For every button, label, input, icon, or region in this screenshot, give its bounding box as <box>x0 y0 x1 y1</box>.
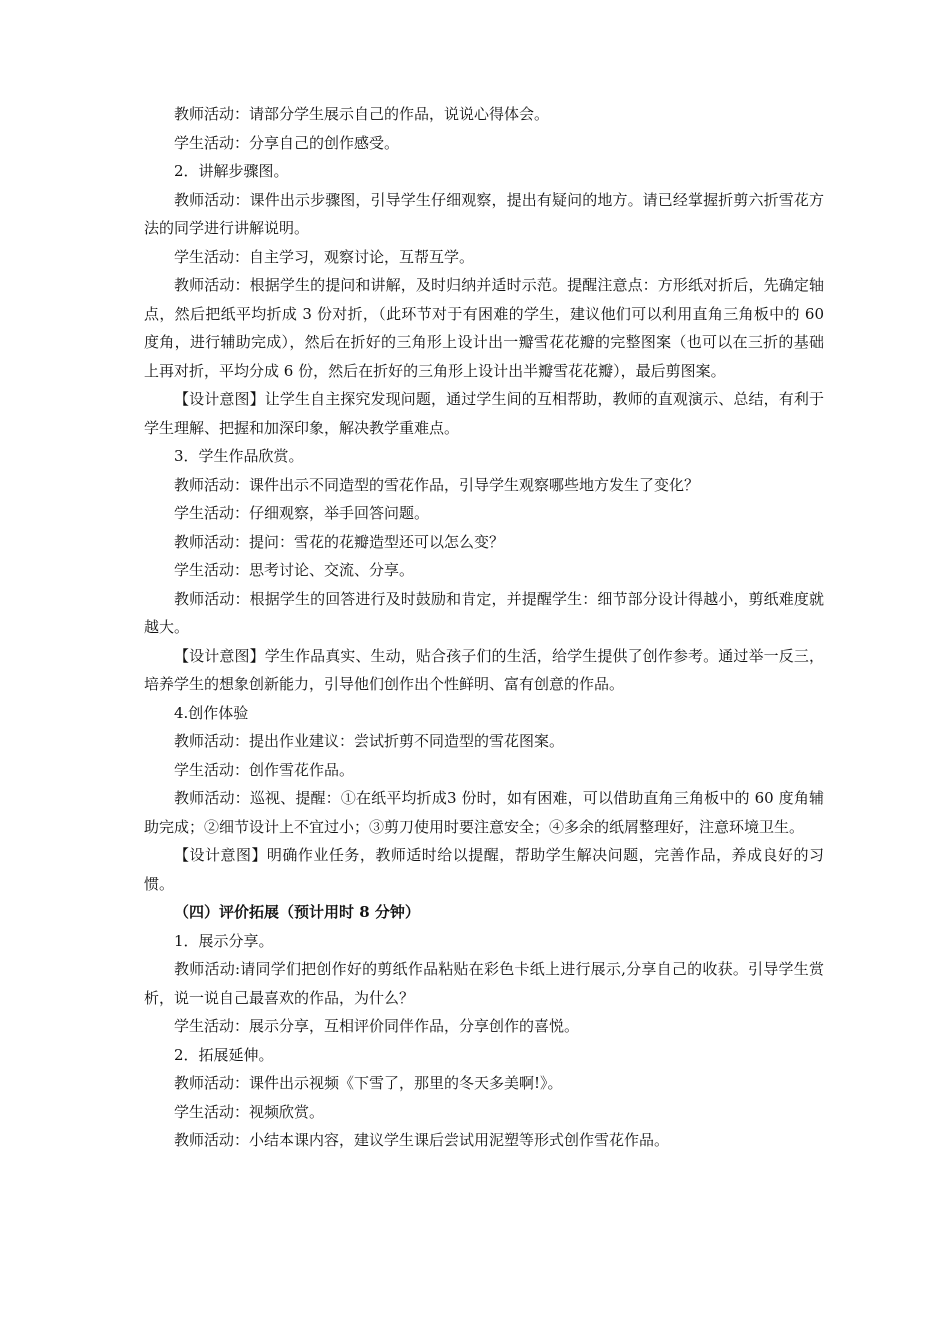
paragraph: 教师活动：小结本课内容，建议学生课后尝试用泥塑等形式创作雪花作品。 <box>174 1131 670 1149</box>
numbered-item: 3．学生作品欣赏。 <box>174 447 304 465</box>
numbered-item: 2．讲解步骤图。 <box>174 162 289 180</box>
document-page <box>144 100 824 1155</box>
paragraph: 学生活动：视频欣赏。 <box>174 1102 325 1121</box>
paragraph: 学生活动：自主学习，观察讨论，互帮互学。 <box>174 247 475 266</box>
paragraph: 教师活动：提出作业建议：尝试折剪不同造型的雪花图案。 <box>174 732 565 750</box>
paragraph: 学生活动：展示分享，互相评价同伴作品，分享创作的喜悦。 <box>174 1017 580 1035</box>
paragraph: 学生活动：思考讨论、交流、分享。 <box>174 561 415 579</box>
paragraph: 教师活动:请同学们把创作好的剪纸作品粘贴在彩色卡纸上进行展示,分享自己的收获。引导学生赏析，说一说自己最喜欢的作品，为什么？ <box>144 960 824 1007</box>
numbered-item: 1．展示分享。 <box>174 931 274 950</box>
paragraph: 学生活动：分享自己的创作感受。 <box>174 133 400 152</box>
paragraph: 教师活动：课件出示步骤图，引导学生仔细观察，提出有疑问的地方。请已经掌握折剪六折雪花方法的同学进行讲解说明。 <box>144 190 824 237</box>
paragraph: 教师活动：课件出示视频《下雪了，那里的冬天多美啊!》。 <box>174 1074 563 1092</box>
paragraph: 学生活动：创作雪花作品。 <box>174 760 355 779</box>
paragraph: 教师活动：课件出示不同造型的雪花作品，引导学生观察哪些地方发生了变化？ <box>174 475 700 494</box>
design-intent-paragraph: 【设计意图】学生作品真实、生动，贴合孩子们的生活，给学生提供了创作参考。通过举一反三，培养学生的想象创新能力，引导他们创作出个性鲜明、富有创意的作品。 <box>144 646 824 693</box>
paragraph: 教师活动：巡视、提醒：①在纸平均折成3 份时，如有困难，可以借助直角三角板中的 60 度角辅助完成；②细节设计上不宜过小；③剪刀使用时要注意安全；④多余的纸屑整理好，注意环境卫生。 <box>144 789 824 836</box>
paragraph: 教师活动：请部分学生展示自己的作品，说说心得体会。 <box>174 105 550 123</box>
design-intent-paragraph: 【设计意图】明确作业任务，教师适时给以提醒，帮助学生解决问题，完善作品，养成良好的习惯。 <box>144 846 824 893</box>
section-heading: （四）评价拓展（预计用时 8 分钟） <box>174 903 420 921</box>
paragraph: 教师活动：提问：雪花的花瓣造型还可以怎么变？ <box>174 532 505 551</box>
paragraph: 学生活动：仔细观察，举手回答问题。 <box>174 504 430 522</box>
numbered-item: 2．拓展延伸。 <box>174 1045 274 1064</box>
paragraph: 教师活动：根据学生的回答进行及时鼓励和肯定，并提醒学生：细节部分设计得越小，剪纸难度就越大。 <box>144 589 824 636</box>
paragraph: 教师活动：根据学生的提问和讲解，及时归纳并适时示范。提醒注意点：方形纸对折后，先确定轴点，然后把纸平均折成 3 份对折，（此环节对于有困难的学生，建议他们可以利用直角三角板中的 60 度角，进行辅助完成），然后在折好的三角形上设计出一瓣雪花花瓣的完整图案（也可以在三折的基础上再对折，平均分成 6 份，然后在折好的三角形上设计出半瓣雪花花瓣），最后剪图案。 <box>144 276 824 380</box>
numbered-item: 4.创作体验 <box>174 703 249 722</box>
design-intent-paragraph: 【设计意图】让学生自主探究发现问题，通过学生间的互相帮助，教师的直观演示、总结，有利于学生理解、把握和加深印象，解决教学重难点。 <box>144 390 824 437</box>
